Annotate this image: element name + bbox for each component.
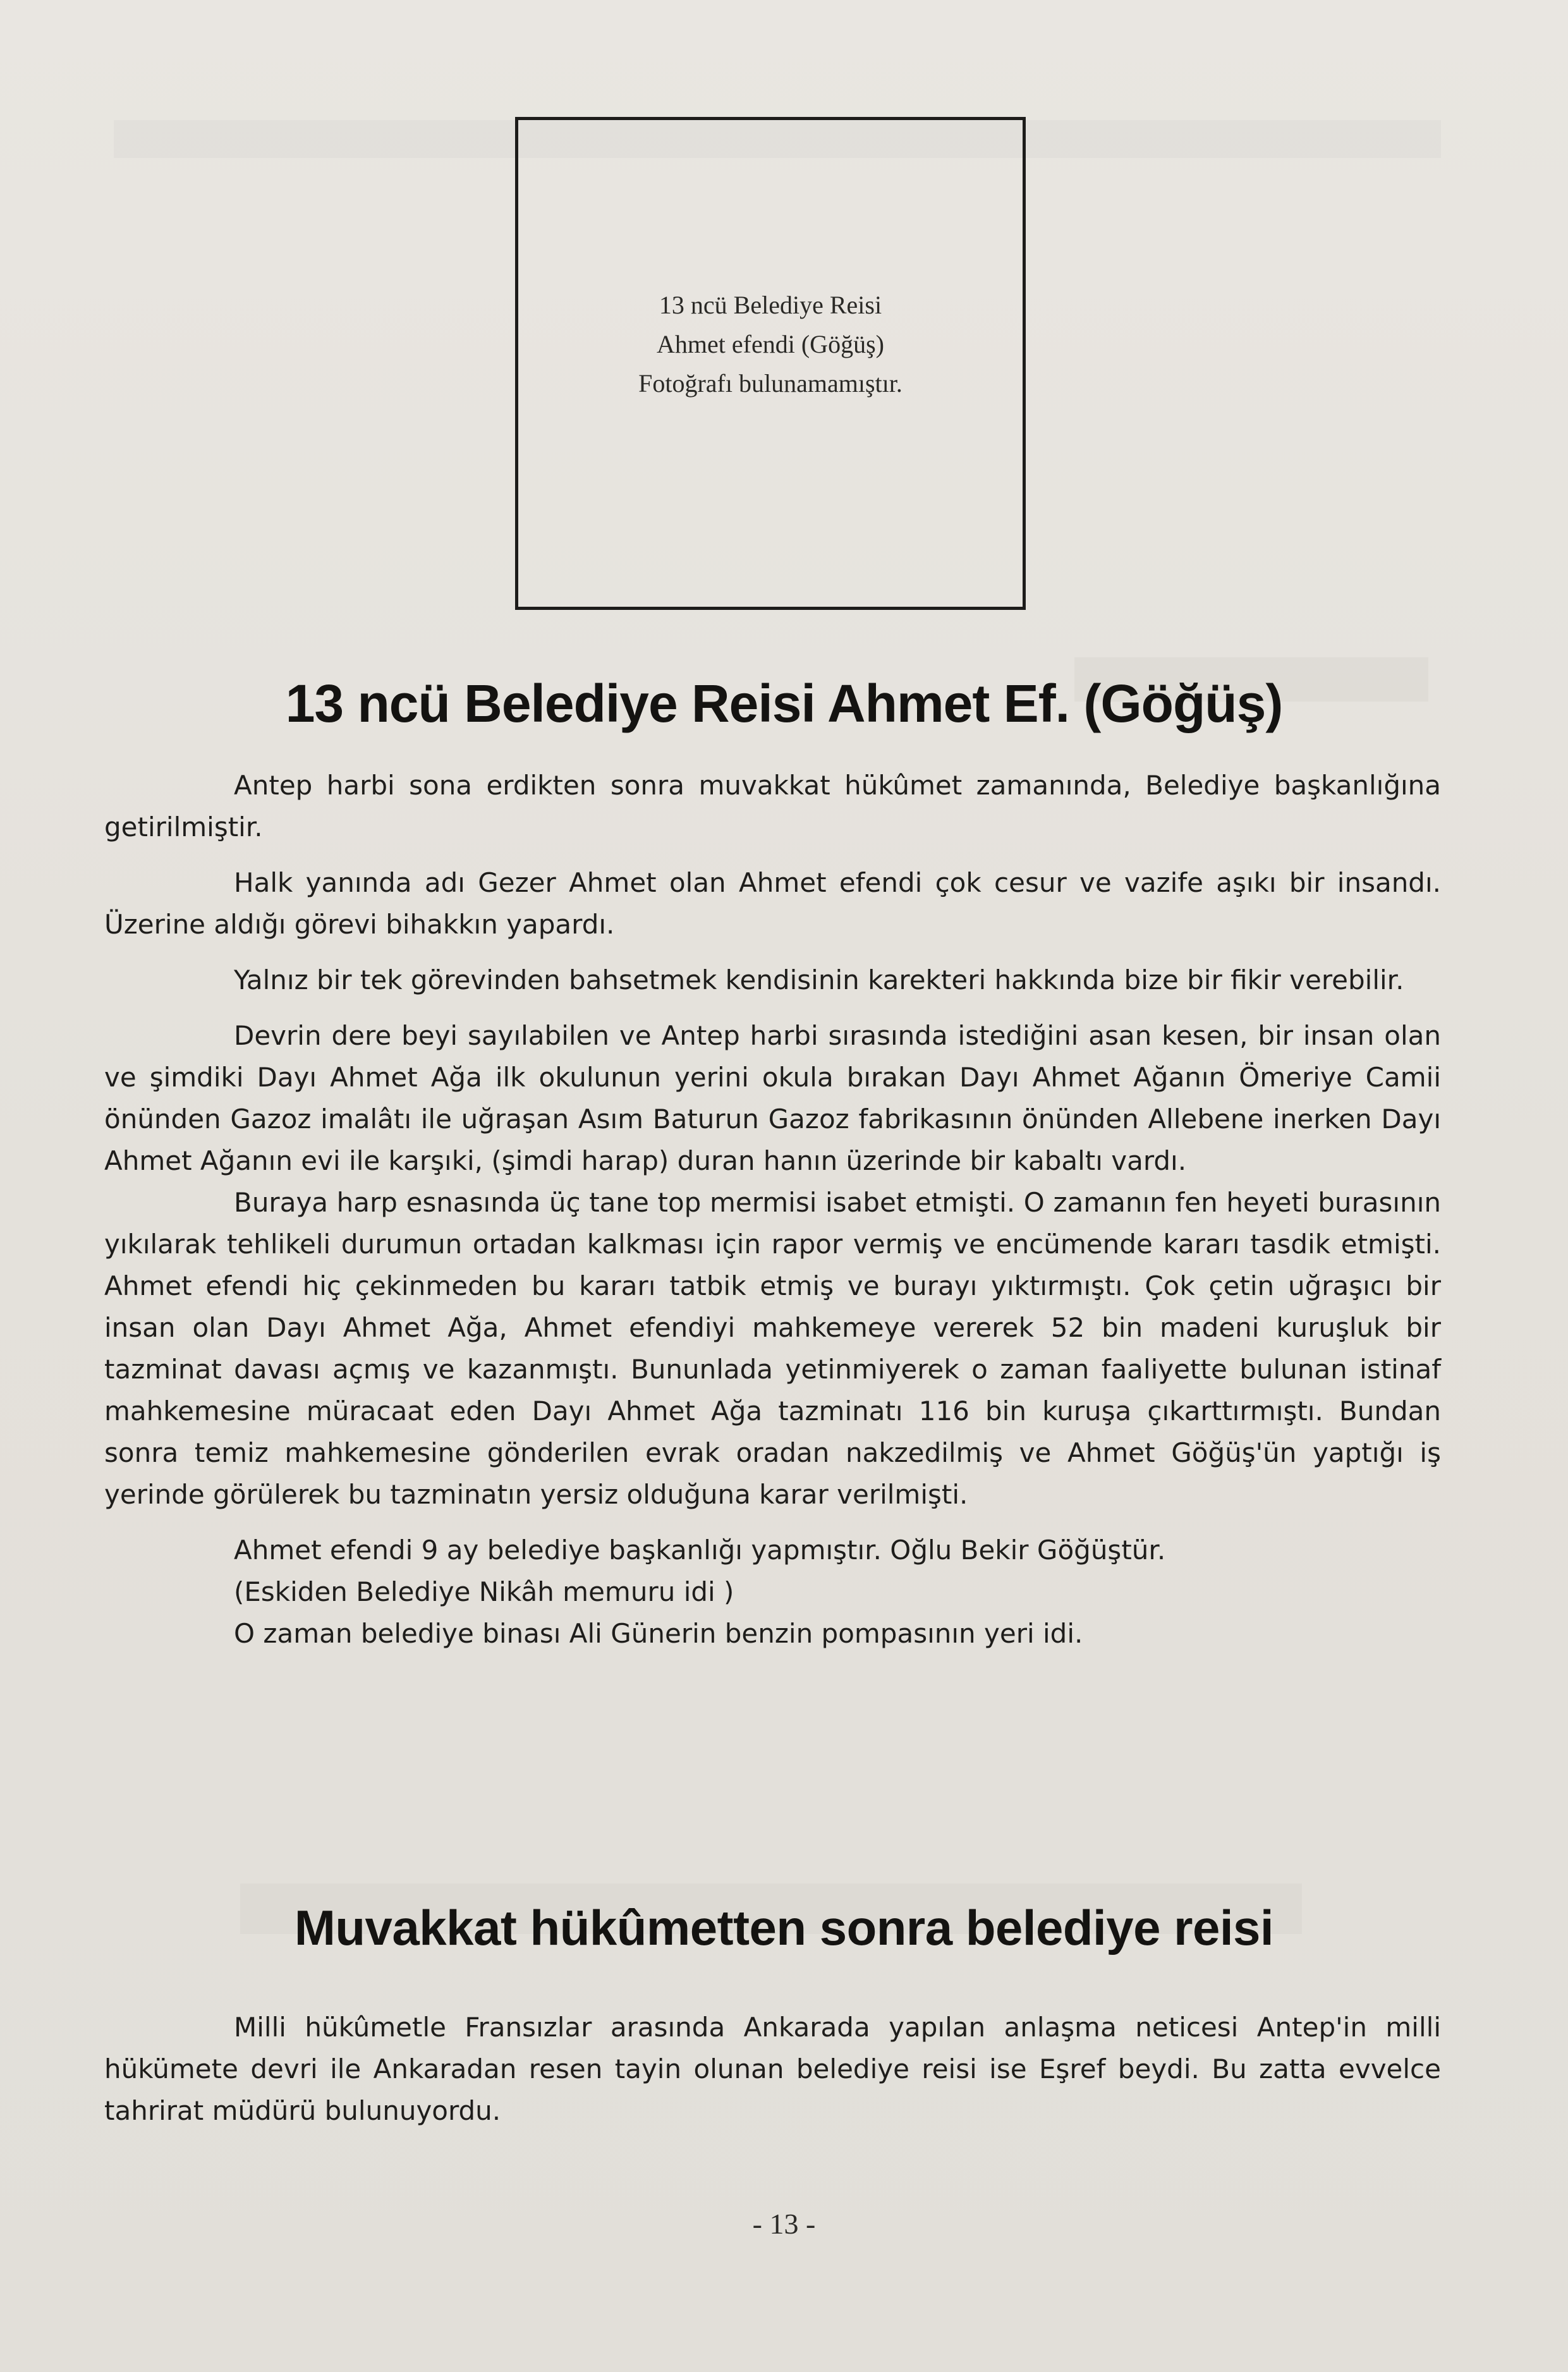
photo-caption-line: Fotoğrafı bulunamamıştır. [638,369,903,398]
closing-line: (Eskiden Belediye Nikâh memuru idi ) [234,1576,734,1607]
body-paragraph: Halk yanında adı Gezer Ahmet olan Ahmet efendi çok cesur ve vazife aşıkı bir insandı. Üzerine aldığı görevi bihakkın yapardı. [104,867,1441,940]
body-paragraph: Buraya harp esnasında üç tane top mermisi isabet etmişti. O zamanın fen heyeti burasının yıkılarak tehlikeli durumun ortadan kalkması için rapor vermiş ve encümende kararı tasdik etmişti. Ahmet efendi hiç çekinmeden bu kararı tatbik etmiş ve burayı yıktırmıştı. Çok çetin uğraşıcı bir insan olan Dayı Ahmet Ağa, Ahmet efendiyi mahkemeye vererek 52 bin madeni kuruşluk bir tazminat davası açmış ve kazanmıştı. Bununlada yetinmiyerek o zaman faaliyette bulunan istinaf mahkemesine müracaat eden Dayı Ahmet Ağa tazminatı 116 bin kuruşa çıkarttırmıştı. Bundan sonra temiz mahkemesine gönderilen evrak oradan nakzedilmiş ve Ahmet Göğüş'ün yaptığı iş yerinde görülerek bu tazminatın yersiz olduğuna karar verilmişti. [104,1187,1441,1510]
closing-line: O zaman belediye binası Ali Günerin benzin pompasının yeri idi. [234,1618,1083,1649]
section-title: Muvakkat hükûmetten sonra belediye reisi [294,1900,1274,1955]
body-paragraph: Devrin dere beyi sayılabilen ve Antep harbi sırasında istediğini asan kesen, bir insan olan ve şimdiki Dayı Ahmet Ağa ilk okulunun yerini okula bırakan Dayı Ahmet Ağanın Ömeriye Camii önünden Gazoz imalâtı ile uğraşan Asım Baturun Gazoz fabrikasının önünden Allebene inerken Dayı Ahmet Ağanın evi ile karşıki, (şimdi harap) duran hanın üzerinde bir kabaltı vardı. [104,1020,1441,1176]
photo-caption-line: Ahmet efendi (Göğüş) [657,330,884,358]
body-paragraph: Milli hükûmetle Fransızlar arasında Ankarada yapılan anlaşma neticesi Antep'in milli hükümete devri ile Ankaradan resen tayin olunan belediye reisi ise Eşref beydi. Bu zatta evvelce tahrirat müdürü bulunuyordu. [104,2012,1441,2126]
closing-notes [104,1530,1441,1655]
photo-placeholder-frame [515,117,1026,610]
section-body [104,765,1441,1655]
photo-placeholder-caption [518,286,1023,403]
section-title: 13 ncü Belediye Reisi Ahmet Ef. (Göğüş) [285,674,1283,733]
body-paragraph: Yalnız bir tek görevinden bahsetmek kendisinin karekteri hakkında bize bir fikir verebilir. [234,964,1404,995]
body-paragraph: Antep harbi sona erdikten sonra muvakkat hükûmet zamanında, Belediye başkanlığına getirilmiştir. [104,770,1441,842]
page-number: - 13 - [752,2208,816,2240]
closing-line: Ahmet efendi 9 ay belediye başkanlığı yapmıştır. Oğlu Bekir Göğüştür. [234,1535,1166,1566]
photo-caption-line: 13 ncü Belediye Reisi [659,291,882,319]
section-body [104,2007,1441,2132]
